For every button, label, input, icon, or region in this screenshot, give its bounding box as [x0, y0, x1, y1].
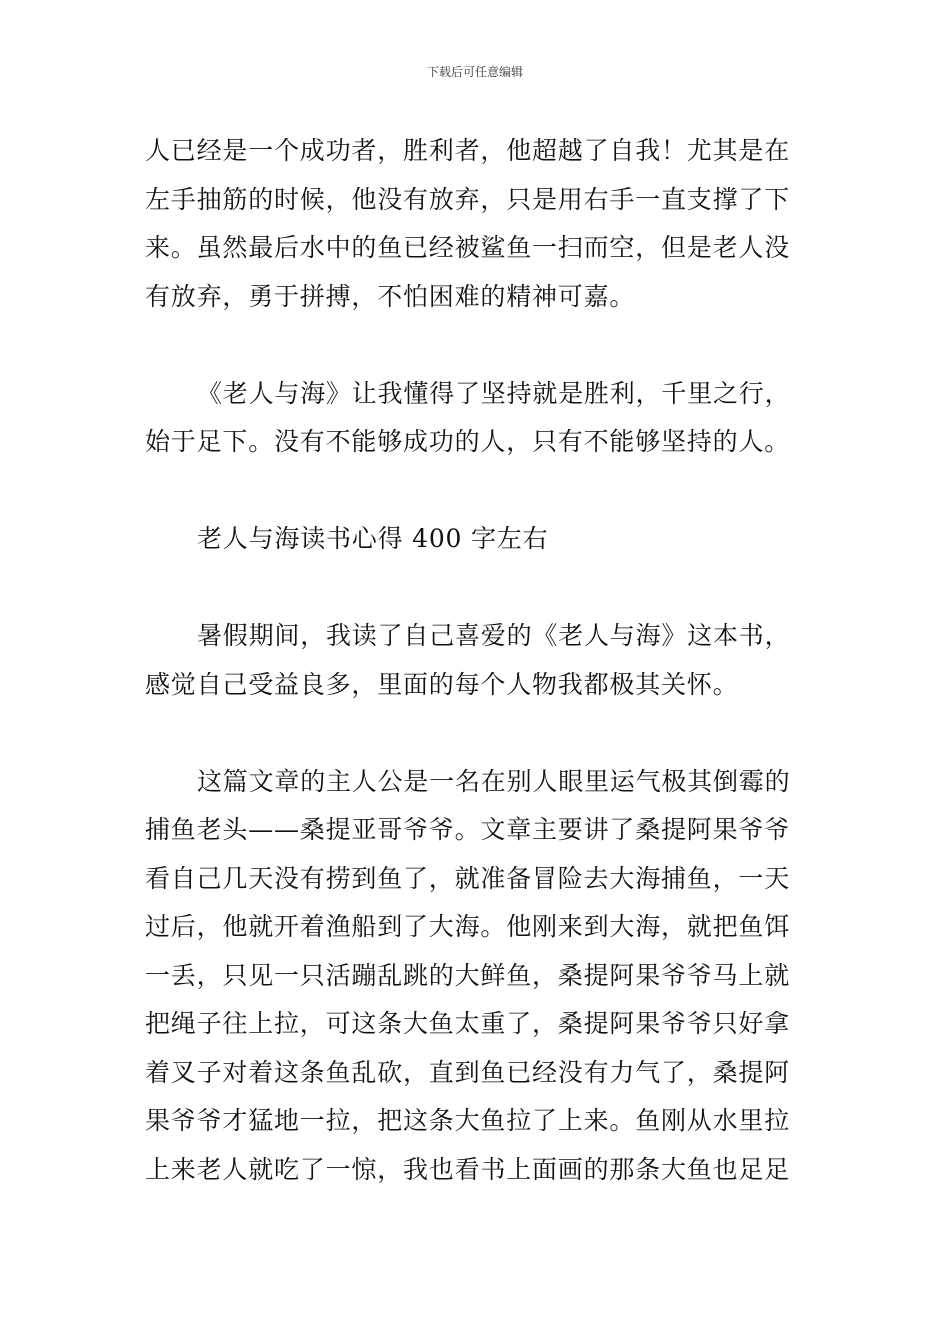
text-line: 把绳子往上拉，可这条大鱼太重了，桑提阿果爷爷只好拿 [145, 1009, 791, 1038]
text-line: 这篇文章的主人公是一名在别人眼里运气极其倒霉的 [197, 766, 791, 796]
text-line: 感觉自己受益良多，里面的每个人物我都极其关怀。 [145, 669, 739, 699]
text-line: 始于足下。没有不能够成功的人，只有不能够坚持的人。 [145, 427, 791, 456]
document-body [145, 127, 810, 1194]
text-line: 过后，他就开着渔船到了大海。他刚来到大海，就把鱼饵 [145, 912, 791, 941]
section-heading [145, 515, 810, 564]
paragraph-gap [145, 709, 810, 758]
paragraph-4 [145, 758, 810, 1195]
text-line: 捕鱼老头——桑提亚哥爷爷。文章主要讲了桑提阿果爷爷 [145, 815, 791, 844]
paragraph-gap [145, 321, 810, 370]
text-line: 《老人与海》让我懂得了坚持就是胜利，千里之行， [197, 378, 791, 408]
paragraph-gap [145, 564, 810, 613]
text-line: 果爷爷才猛地一拉，把这条大鱼拉了上来。鱼刚从水里拉 [145, 1106, 791, 1135]
text-line: 来。虽然最后水中的鱼已经被鲨鱼一扫而空，但是老人没 [145, 233, 791, 262]
text-line: 着叉子对着这条鱼乱砍，直到鱼已经没有力气了，桑提阿 [145, 1057, 791, 1087]
text-line: 看自己几天没有捞到鱼了，就准备冒险去大海捕鱼，一天 [145, 863, 791, 893]
paragraph-3 [145, 612, 810, 709]
heading-text: 老人与海读书心得 400 字左右 [197, 524, 549, 553]
text-line: 一丢，只见一只活蹦乱跳的大鲜鱼，桑提阿果爷爷马上就 [145, 960, 791, 990]
text-line: 暑假期间，我读了自己喜爱的《老人与海》这本书， [197, 621, 791, 650]
paragraph-1 [145, 127, 810, 321]
paragraph-2 [145, 370, 810, 467]
paragraph-gap [145, 467, 810, 516]
page-header: 下载后可任意编辑 [426, 65, 523, 79]
text-line: 左手抽筋的时候，他没有放弃，只是用右手一直支撑了下 [145, 184, 791, 214]
text-line: 有放弃，勇于拼搏，不怕困难的精神可嘉。 [145, 281, 636, 311]
text-line: 人已经是一个成功者，胜利者，他超越了自我！尤其是在 [145, 136, 791, 165]
text-line: 上来老人就吃了一惊，我也看书上面画的那条大鱼也足足 [145, 1154, 791, 1184]
